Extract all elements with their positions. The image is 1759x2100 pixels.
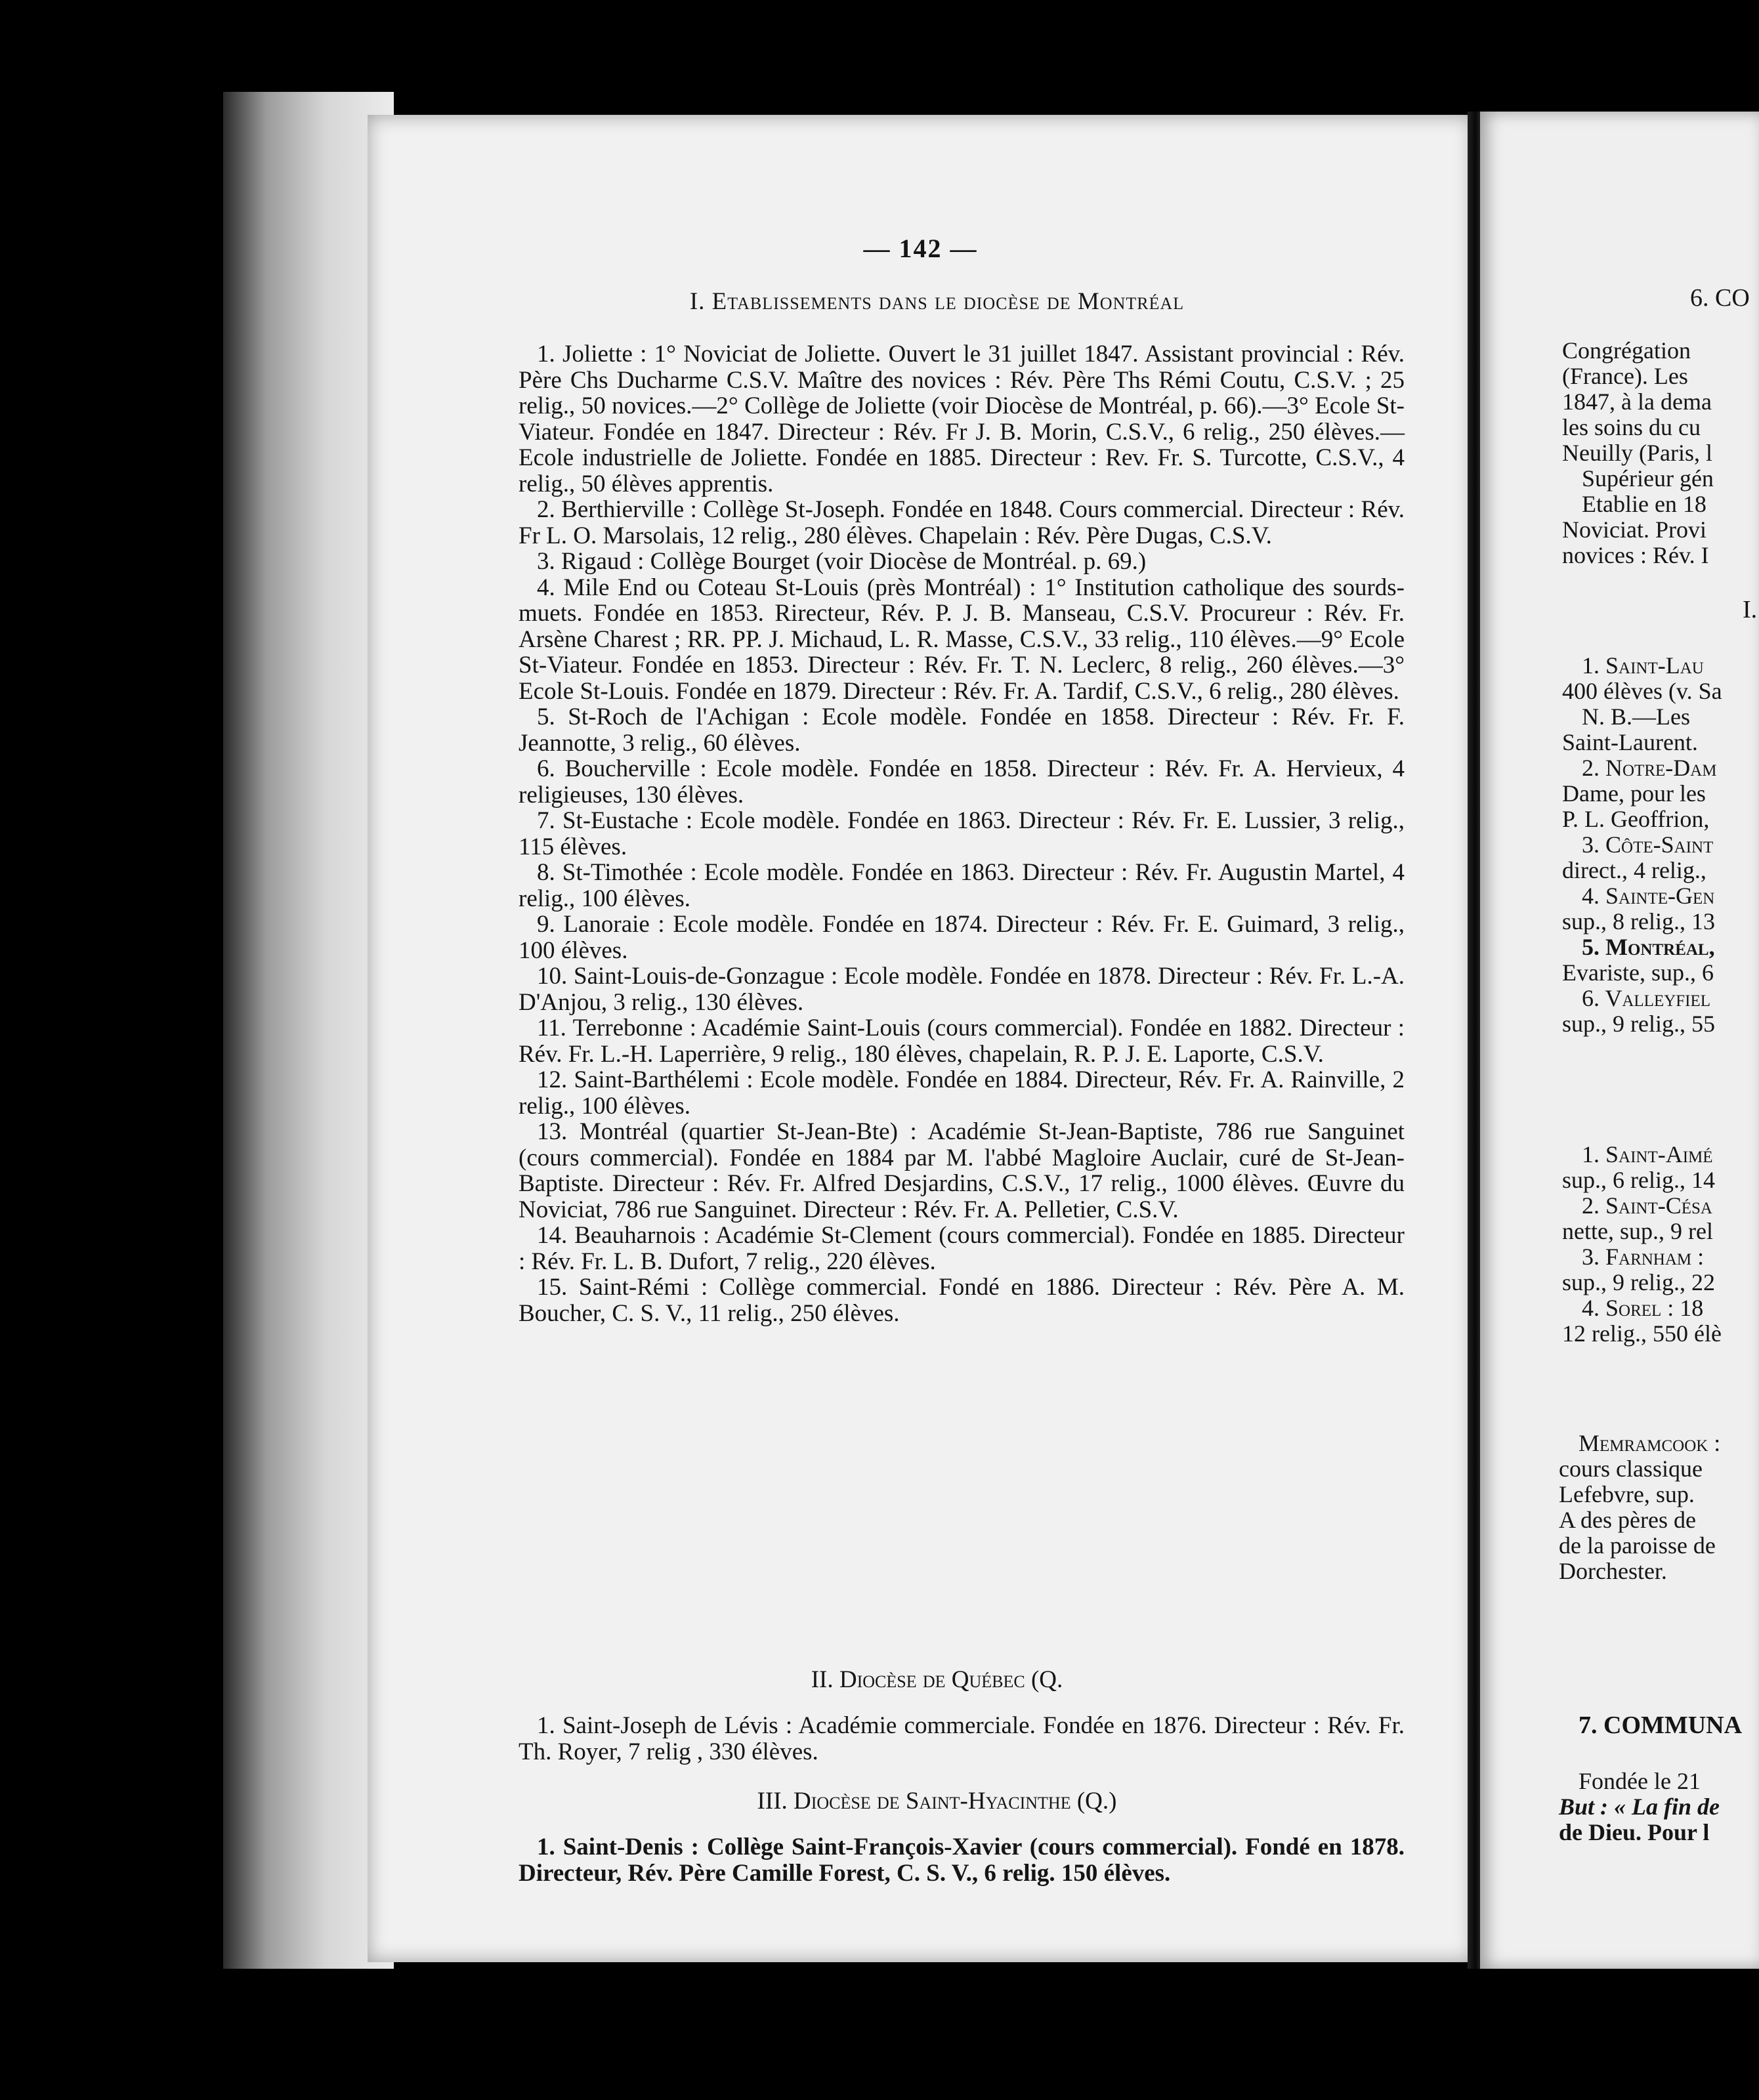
entry-st-timothee: 8. St-Timothée : Ecole modèle. Fondée en 1863. Directeur : Rév. Fr. Augustin Martel, 4 relig., 100 élèves. (519, 859, 1405, 912)
right-line: Dame, pour les (1562, 780, 1706, 807)
entry-joliette: 1. Joliette : 1° Noviciat de Joliette. Ouvert le 31 juillet 1847. Assistant provincial : Rév. Père Chs Ducharme C.S.V. Maître des novices : Rév. Père Ths Rémi Coutu, C.S.V. ; 25 relig., 50 novices.—2° Collège de Joliette (voir Diocèse de Montréal, p. 66).—3° Ecole St-Viateur. Fondée en 1847. Directeur : Rév. Fr J. B. Morin, C.S.V., 6 relig., 250 élèves.— Ecole industrielle de Joliette. Fondée en 1885. Directeur : Rev. Fr. S. Turcotte, C.S.V., 4 relig., 50 élèves apprentis. (519, 341, 1405, 497)
left-page (368, 115, 1473, 1962)
right-line: sup., 8 relig., 13 (1562, 908, 1715, 934)
right-line: 1847, à la dema (1562, 388, 1712, 415)
entry-rigaud: 3. Rigaud : Collège Bourget (voir Diocèse de Montréal. p. 69.) (537, 548, 1147, 575)
right-line: 3. Farnham : (1582, 1244, 1705, 1270)
entry-boucherville: 6. Boucherville : Ecole modèle. Fondée en 1858. Directeur : Rév. Fr. A. Hervieux, 4 religieuses, 130 élèves. (519, 755, 1405, 808)
right-line: 7. COMMUNA (1579, 1712, 1743, 1739)
right-line: 2. Saint-Césa (1582, 1192, 1712, 1219)
right-line: Fondée le 21 (1579, 1768, 1701, 1794)
right-line: Evariste, sup., 6 (1562, 959, 1714, 986)
right-line: Supérieur gén (1582, 465, 1714, 492)
right-line: Congrégation (1562, 337, 1691, 364)
entry-beauharnois: 14. Beauharnois : Académie St-Clement (cours commercial). Fondée en 1885. Directeur : Rév. Fr. L. B. Dufort, 7 relig., 220 élèves. (519, 1222, 1405, 1275)
right-line: Dorchester. (1559, 1558, 1667, 1584)
entry-saint-joseph-de-levis: 1. Saint-Joseph de Lévis : Académie commerciale. Fondée en 1876. Directeur : Rév. Fr. Th. Royer, 7 relig , 330 élèves. (519, 1712, 1405, 1765)
section-saint-hyacinthe-entries (519, 1834, 1405, 1886)
section-heading-quebec: II. Diocèse de Québec (Q. (811, 1666, 1063, 1693)
right-line: 5. Montréal, (1582, 934, 1715, 960)
entry-saint-louis-de-gonzague: 10. Saint-Louis-de-Gonzague : Ecole modèle. Fondée en 1878. Directeur : Rév. Fr. L.-A. D'Anjou, 3 relig., 130 élèves. (519, 963, 1405, 1016)
right-line: Saint-Laurent. (1562, 729, 1698, 755)
right-line: Memramcook : (1579, 1430, 1721, 1456)
right-line: Etablie en 18 (1582, 491, 1706, 517)
right-line: 4. Sorel : 18 (1582, 1295, 1704, 1321)
right-line: 3. Côte-Saint (1582, 831, 1714, 858)
section-quebec-entries (519, 1713, 1405, 1765)
right-line: 400 élèves (v. Sa (1562, 678, 1722, 704)
right-line: 6. Valleyfiel (1582, 985, 1711, 1011)
right-line: P. L. Geoffrion, (1562, 806, 1710, 832)
right-line: de Dieu. Pour l (1559, 1819, 1710, 1845)
right-line: les soins du cu (1562, 414, 1701, 440)
section-heading-saint-hyacinthe: III. Diocèse de Saint-Hyacinthe (Q.) (757, 1788, 1117, 1815)
entry-mile-end: 4. Mile End ou Coteau St-Louis (près Montréal) : 1° Institution catholique des sourds-muets. Fondée en 1853. Rirecteur, Rév. P. J. B. Manseau, C.S.V. Procureur : Rév. Fr. Arsène Charest ; RR. PP. J. Michaud, L. R. Masse, C.S.V., 33 relig., 110 élèves.—9° Ecole St-Viateur. Fondée en 1853. Directeur : Rév. Fr. T. N. Leclerc, 8 relig., 260 élèves.—3° Ecole St-Louis. Fondée en 1879. Directeur : Rév. Fr. A. Tardif, C.S.V., 6 relig., 280 élèves. (519, 574, 1405, 705)
right-line: Lefebvre, sup. (1559, 1481, 1695, 1507)
right-line: A des pères de (1559, 1507, 1696, 1533)
right-line: 1. Saint-Aimé (1582, 1141, 1713, 1167)
entry-terrebonne: 11. Terrebonne : Académie Saint-Louis (cours commercial). Fondée en 1882. Directeur : Rév. Fr. L.-H. Laperrière, 9 relig., 180 élèves, chapelain, R. P. J. E. Laporte, C.S.V. (519, 1015, 1405, 1068)
right-line: But : « La fin de (1559, 1794, 1720, 1820)
right-page-fragment (1480, 112, 1759, 1969)
entry-berthierville: 2. Berthierville : Collège St-Joseph. Fondée en 1848. Cours commercial. Directeur : Rév. Fr L. O. Marsolais, 12 relig., 280 élèves. Chapelain : Rév. Père Dugas, C.S.V. (519, 496, 1405, 549)
right-line: Neuilly (Paris, l (1562, 440, 1712, 466)
entry-saint-remi: 15. Saint-Rémi : Collège commercial. Fondé en 1886. Directeur : Rév. Père A. M. Boucher, C. S. V., 11 relig., 250 élèves. (519, 1274, 1405, 1327)
right-line: sup., 9 relig., 22 (1562, 1269, 1715, 1295)
right-line: cours classique (1559, 1456, 1703, 1482)
entry-saint-barthelemi: 12. Saint-Barthélemi : Ecole modèle. Fondée en 1884. Directeur, Rév. Fr. A. Rainville, 2 relig., 100 élèves. (519, 1066, 1405, 1120)
entry-lanoraie: 9. Lanoraie : Ecole modèle. Fondée en 1874. Directeur : Rév. Fr. E. Guimard, 3 relig., 100 élèves. (519, 911, 1405, 964)
right-line: sup., 9 relig., 55 (1562, 1011, 1715, 1037)
section-montreal-entries (519, 341, 1405, 1326)
entry-st-eustache: 7. St-Eustache : Ecole modèle. Fondée en 1863. Directeur : Rév. Fr. E. Lussier, 3 relig., 115 élèves. (519, 807, 1405, 860)
entry-montreal: 13. Montréal (quartier St-Jean-Bte) : Académie St-Jean-Baptiste, 786 rue Sanguinet (cours commercial). Fondée en 1884 par M. l'abbé Magloire Auclair, curé de St-Jean-Baptiste. Directeur : Rév. Fr. Alfred Desjardins, C.S.V., 17 relig., 1000 élèves. Œuvre du Noviciat, 786 rue Sanguinet. Directeur : Rév. Fr. A. Pelletier, C.S.V. (519, 1118, 1405, 1223)
right-line: Noviciat. Provi (1562, 516, 1706, 543)
right-line: novices : Rév. I (1562, 542, 1709, 568)
entry-saint-denis: 1. Saint-Denis : Collège Saint-François-Xavier (cours commercial). Fondé en 1878. Directeur, Rév. Père Camille Forest, C. S. V., 6 relig. 150 élèves. (519, 1834, 1405, 1887)
right-line: nette, sup., 9 rel (1562, 1218, 1713, 1244)
entry-st-roch: 5. St-Roch de l'Achigan : Ecole modèle. Fondée en 1858. Directeur : Rév. Fr. F. Jeannotte, 3 relig., 60 élèves. (519, 704, 1405, 757)
right-line: de la paroisse de (1559, 1532, 1716, 1559)
page-number: — 142 — (863, 234, 978, 263)
right-line: 12 relig., 550 élè (1562, 1320, 1722, 1347)
section-heading-montreal: I. Etablissements dans le diocèse de Montréal (689, 288, 1185, 315)
right-line: 1. Saint-Lau (1582, 652, 1704, 679)
right-line: 4. Sainte-Gen (1582, 883, 1715, 909)
right-line: direct., 4 relig., (1562, 857, 1706, 883)
right-line: N. B.—Les (1582, 704, 1690, 730)
right-line: sup., 6 relig., 14 (1562, 1167, 1715, 1193)
right-line: (France). Les (1562, 363, 1688, 389)
right-line: I. (1743, 596, 1758, 623)
right-line: 6. CO (1690, 284, 1750, 312)
right-line: 2. Notre-Dam (1582, 755, 1717, 781)
